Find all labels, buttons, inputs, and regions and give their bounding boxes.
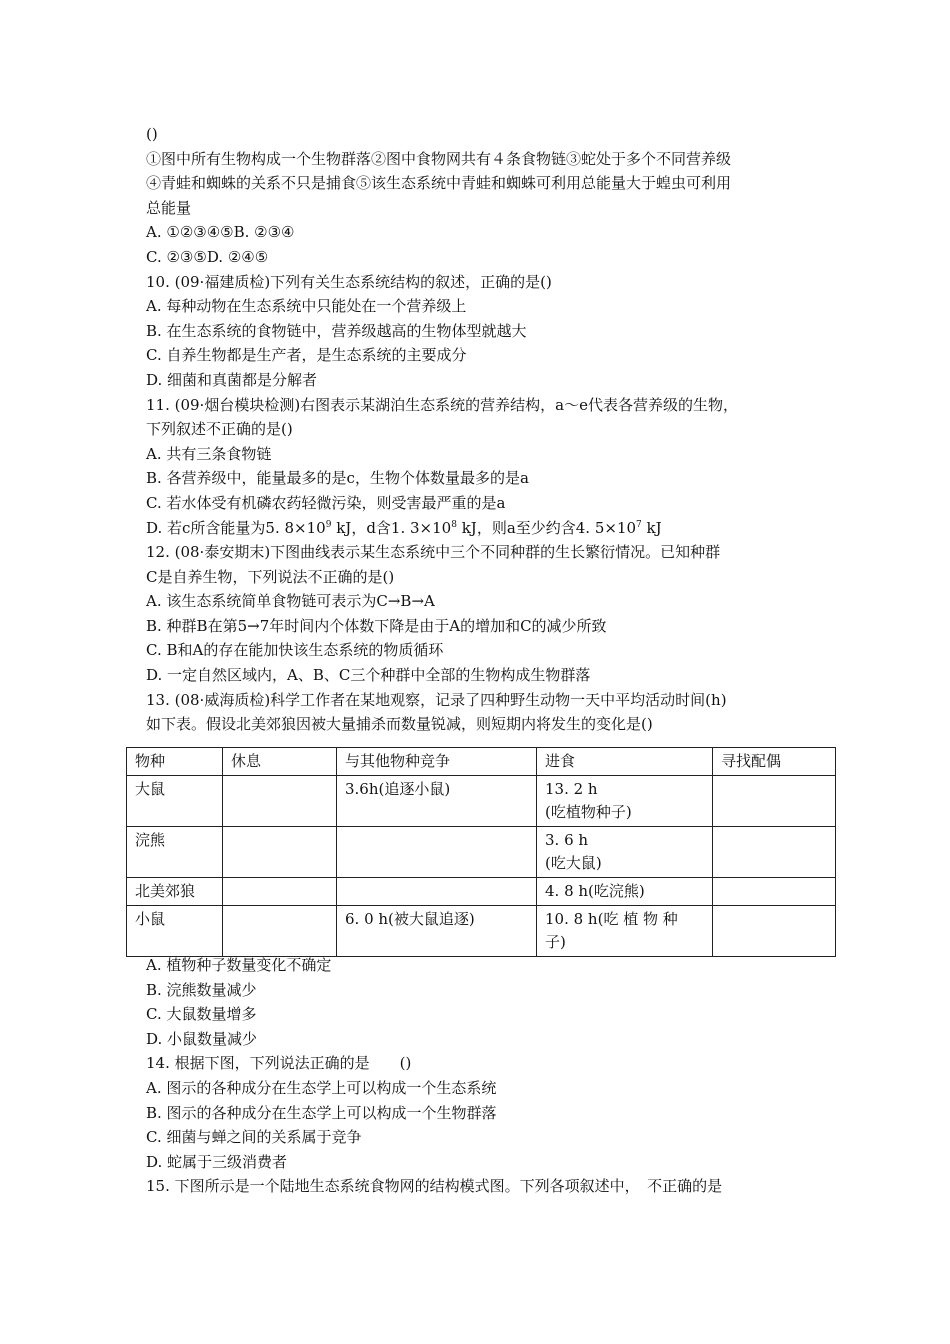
- q9-statement-line-1: ①图中所有生物构成一个生物群落②图中食物网共有４条食物链③蛇处于多个不同营养级: [146, 149, 732, 168]
- q12-stem-line-2: C是自养生物，下列说法不正确的是(): [146, 567, 395, 586]
- cell-rest: [223, 878, 337, 906]
- q11-stem-line-2: 下列叙述不正确的是(): [146, 420, 293, 439]
- cell-eat: [537, 776, 713, 827]
- cell-mate: [713, 776, 836, 827]
- q12-option-a: A. 该生态系统简单食物链可表示为C→B→A: [146, 592, 435, 611]
- q11-d-exponent-3: 7: [636, 519, 642, 530]
- q12-option-c: C. B和A的存在能加快该生态系统的物质循环: [146, 641, 444, 660]
- cell-mate: [713, 906, 836, 957]
- cell-eat-line-1: 4. 8 h(吃浣熊): [545, 882, 645, 900]
- q11-stem-line-1: 11. (09·烟台模块检测)右图表示某湖泊生态系统的营养结构，a～e代表各营养级的生物，: [146, 395, 739, 414]
- cell-rest: [223, 776, 337, 827]
- cell-compete: 6. 0 h(被大鼠追逐): [337, 906, 537, 957]
- q9-options-cd: C. ②③⑤D. ②④⑤: [146, 247, 269, 266]
- q11-option-a: A. 共有三条食物链: [146, 444, 272, 463]
- cell-eat-line-1: 3. 6 h: [545, 831, 589, 849]
- question-block-lower: [146, 953, 836, 1199]
- q11-d-part-1: D. 若c所含能量为5. 8×10: [146, 518, 326, 537]
- header-compete: 与其他物种竞争: [337, 748, 537, 776]
- cell-eat-line-2: 子): [545, 933, 566, 951]
- q10-option-c: C. 自养生物都是生产者，是生态系统的主要成分: [146, 346, 467, 365]
- header-mate: 寻找配偶: [713, 748, 836, 776]
- cell-eat: [537, 878, 713, 906]
- header-species: 物种: [127, 748, 223, 776]
- q14-option-a: A. 图示的各种成分在生态学上可以构成一个生态系统: [146, 1078, 497, 1097]
- q11-option-d: [146, 516, 836, 541]
- cell-mate: [713, 827, 836, 878]
- q9-statement-line-3: 总能量: [146, 198, 192, 217]
- q9-statement-line-2: ④青蛙和蜘蛛的关系不只是捕食⑤该生态系统中青蛙和蜘蛛可利用总能量大于蝗虫可利用: [146, 174, 732, 193]
- q13-option-d: D. 小鼠数量减少: [146, 1029, 258, 1048]
- q9-paren: (): [146, 125, 158, 143]
- cell-compete: [337, 827, 537, 878]
- q10-option-d: D. 细菌和真菌都是分解者: [146, 370, 318, 389]
- q11-d-part-2: kJ，d含1. 3×10: [331, 518, 452, 537]
- q15-stem: 15. 下图所示是一个陆地生态系统食物网的结构模式图。下列各项叙述中， 不正确的是: [146, 1177, 723, 1196]
- q13-stem-line-1: 13. (08·威海质检)科学工作者在某地观察，记录了四种野生动物一天中平均活动时间(h): [146, 690, 727, 709]
- table-row: [127, 906, 836, 957]
- table-header-row: [127, 748, 836, 776]
- q10-option-b: B. 在生态系统的食物链中，营养级越高的生物体型就越大: [146, 321, 527, 340]
- cell-compete: [337, 878, 537, 906]
- cell-species: 浣熊: [127, 827, 223, 878]
- q14-option-c: C. 细菌与蝉之间的关系属于竞争: [146, 1128, 362, 1147]
- q11-d-exponent-2: 8: [451, 519, 457, 530]
- table-row: [127, 776, 836, 827]
- cell-eat: [537, 827, 713, 878]
- q12-stem-line-1: 12. (08·泰安期末)下图曲线表示某生态系统中三个不同种群的生长繁衍情况。已知种群: [146, 543, 721, 562]
- cell-eat-line-1: 10. 8 h(吃 植 物 种: [545, 910, 678, 928]
- q11-d-part-4: kJ: [641, 518, 662, 537]
- cell-mate: [713, 878, 836, 906]
- q13-option-c: C. 大鼠数量增多: [146, 1005, 257, 1024]
- q14-stem: 14. 根据下图，下列说法正确的是 (): [146, 1054, 412, 1073]
- q12-option-b: B. 种群B在第5→7年时间内个体数下降是由于A的增加和C的减少所致: [146, 616, 607, 635]
- cell-rest: [223, 906, 337, 957]
- question-block-upper: [146, 122, 836, 737]
- cell-species: 北美郊狼: [127, 878, 223, 906]
- q9-options-ab: A. ①②③④⑤B. ②③④: [146, 223, 295, 242]
- q10-option-a: A. 每种动物在生态系统中只能处在一个营养级上: [146, 297, 467, 316]
- cell-eat: [537, 906, 713, 957]
- cell-species: 小鼠: [127, 906, 223, 957]
- q11-option-b: B. 各营养级中，能量最多的是c，生物个体数量最多的是a: [146, 469, 529, 488]
- cell-rest: [223, 827, 337, 878]
- cell-species: 大鼠: [127, 776, 223, 827]
- table-row: [127, 827, 836, 878]
- table-row: [127, 878, 836, 906]
- q13-option-a: A. 植物种子数量变化不确定: [146, 956, 332, 974]
- activity-time-table: [126, 747, 836, 957]
- q11-d-part-3: kJ，则a至少约含4. 5×10: [456, 518, 637, 537]
- cell-compete: 3.6h(追逐小鼠): [337, 776, 537, 827]
- q14-option-b: B. 图示的各种成分在生态学上可以构成一个生物群落: [146, 1103, 497, 1122]
- q11-d-exponent-1: 9: [325, 519, 332, 530]
- q14-option-d: D. 蛇属于三级消费者: [146, 1152, 288, 1171]
- q13-stem-line-2: 如下表。假设北美郊狼因被大量捕杀而数量锐减，则短期内将发生的变化是(): [146, 715, 653, 734]
- header-eat: 进食: [537, 748, 713, 776]
- q11-option-c: C. 若水体受有机磷农药轻微污染，则受害最严重的是a: [146, 493, 506, 512]
- cell-eat-line-2: (吃大鼠): [545, 854, 602, 872]
- cell-eat-line-2: (吃植物种子): [545, 803, 632, 821]
- cell-eat-line-1: 13. 2 h: [545, 780, 598, 798]
- q10-stem: 10. (09·福建质检)下列有关生态系统结构的叙述，正确的是(): [146, 272, 552, 291]
- q12-option-d: D. 一定自然区域内，A、B、C三个种群中全部的生物构成生物群落: [146, 666, 591, 685]
- header-rest: 休息: [223, 748, 337, 776]
- q13-option-b: B. 浣熊数量减少: [146, 980, 257, 999]
